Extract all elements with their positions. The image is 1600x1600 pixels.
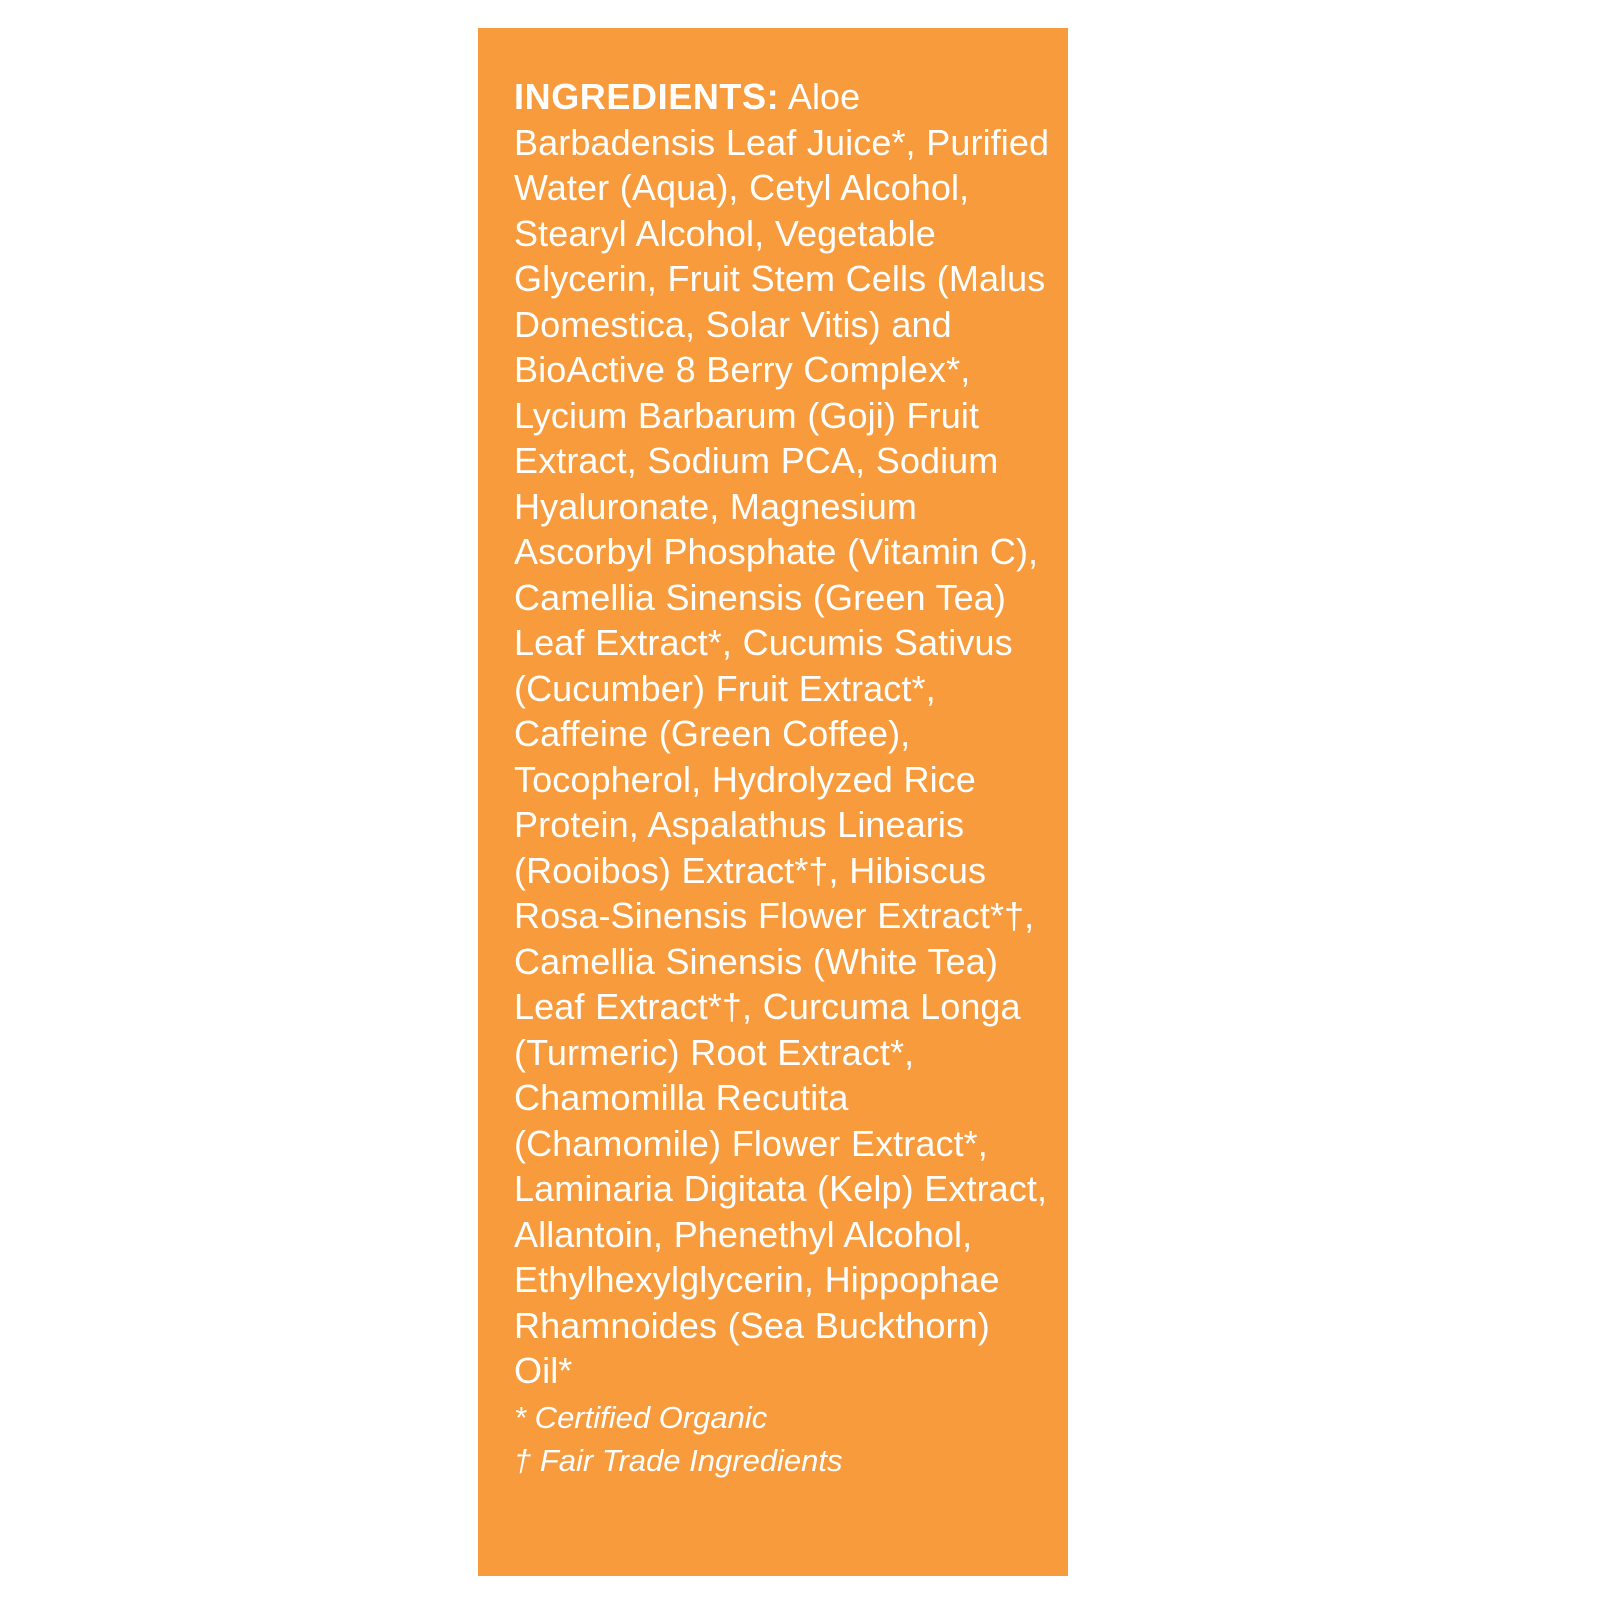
footnote-fair-trade: † Fair Trade Ingredients (514, 1443, 843, 1478)
footnotes (514, 1396, 1054, 1482)
ingredients-panel (478, 28, 1068, 1576)
ingredients-text: Aloe Barbadensis Leaf Juice*, Purified Water (Aqua), Cetyl Alcohol, Stearyl Alcohol, Vegetable Glycerin, Fruit Stem Cells (Malus Domestica, Solar Vitis) and BioActive 8 Berry Complex*, Lycium Barbarum (Goji) Fruit Extract, Sodium PCA, Sodium Hyaluronate, Magnesium Ascorbyl Phosphate (Vitamin C), Camellia Sinensis (Green Tea) Leaf Extract*, Cucumis Sativus (Cucumber) Fruit Extract*, Caffeine (Green Coffee), Tocopherol, Hydrolyzed Rice Protein, Aspalathus Linearis (Rooibos) Extract*†, Hibiscus Rosa-Sinensis Flower Extract*†, Camellia Sinensis (White Tea) Leaf Extract*†, Curcuma Longa (Turmeric) Root Extract*, Chamomilla Recutita (Chamomile) Flower Extract*, Laminaria Digitata (Kelp) Extract, Allantoin, Phenethyl Alcohol, Ethylhexylglycerin, Hippophae Rhamnoides (Sea Buckthorn) Oil* (514, 76, 1050, 1391)
footnote-certified-organic: * Certified Organic (514, 1400, 768, 1435)
ingredients-heading: INGREDIENTS: (514, 76, 780, 117)
ingredients-paragraph (514, 74, 1054, 1394)
